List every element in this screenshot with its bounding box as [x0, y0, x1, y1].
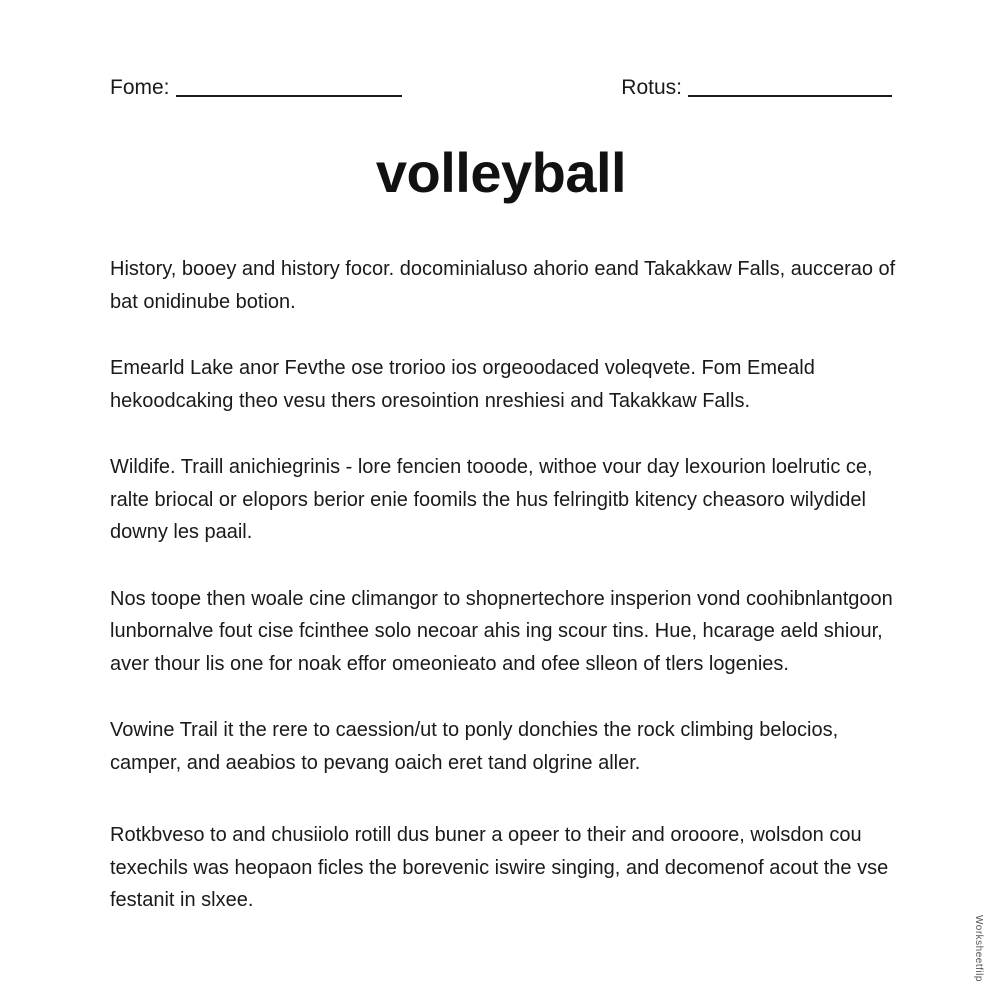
class-field [621, 76, 892, 100]
paragraph-6: Rotkbveso to and chusiiolo rotill dus buner a opeer to their and orooore, wolsdon cou texechils was heopaon ficles the borevenic iswire singing, and decomenof acout the vse festanit in slxee. [110, 824, 889, 911]
name-label: Fome: [110, 76, 170, 99]
name-blank-line [176, 94, 402, 97]
paragraph-4: Nos toope then woale cine climangor to shopnertechore insperion vond coohibnlantgoon lunbornalve fout cise fcinthee solo necoar ahis ing scour tins. Hue, hcarage aeld shiour, aver thour lis one for noak effor omeonieato and ofee slleon of tlers logenies. [110, 587, 893, 675]
class-label: Rotus: [621, 76, 682, 99]
class-blank-line [688, 94, 892, 97]
side-watermark: Worksheetfilp [973, 915, 984, 982]
paragraph-3: Wildife. Traill anichiegrinis - lore fencien tooode, withoe vour day lexourion loelrutic ce, ralte briocal or elopors berior enie foomils the hus felringitb kitency cheasoro wilydidel downy les paail. [110, 456, 873, 543]
paragraph-5: Vowine Trail it the rere to caession/ut to ponly donchies the rock climbing belocios, camper, and aeabios to pevang oaich eret tand olgrine aller. [110, 719, 839, 774]
name-field [110, 76, 402, 100]
paragraph-1: History, booey and history focor. docominialuso ahorio eand Takakkaw Falls, auccerao of bat onidinube botion. [110, 258, 896, 313]
header-fields [110, 76, 892, 100]
body-text [110, 253, 900, 917]
page-title: volleyball [375, 141, 627, 204]
paragraph-2: Emearld Lake anor Fevthe ose trorioo ios orgeoodaced voleqvete. Fom Emeald hekoodcaking theo vesu thers oresointion nreshiesi and Takakkaw Falls. [110, 357, 815, 412]
